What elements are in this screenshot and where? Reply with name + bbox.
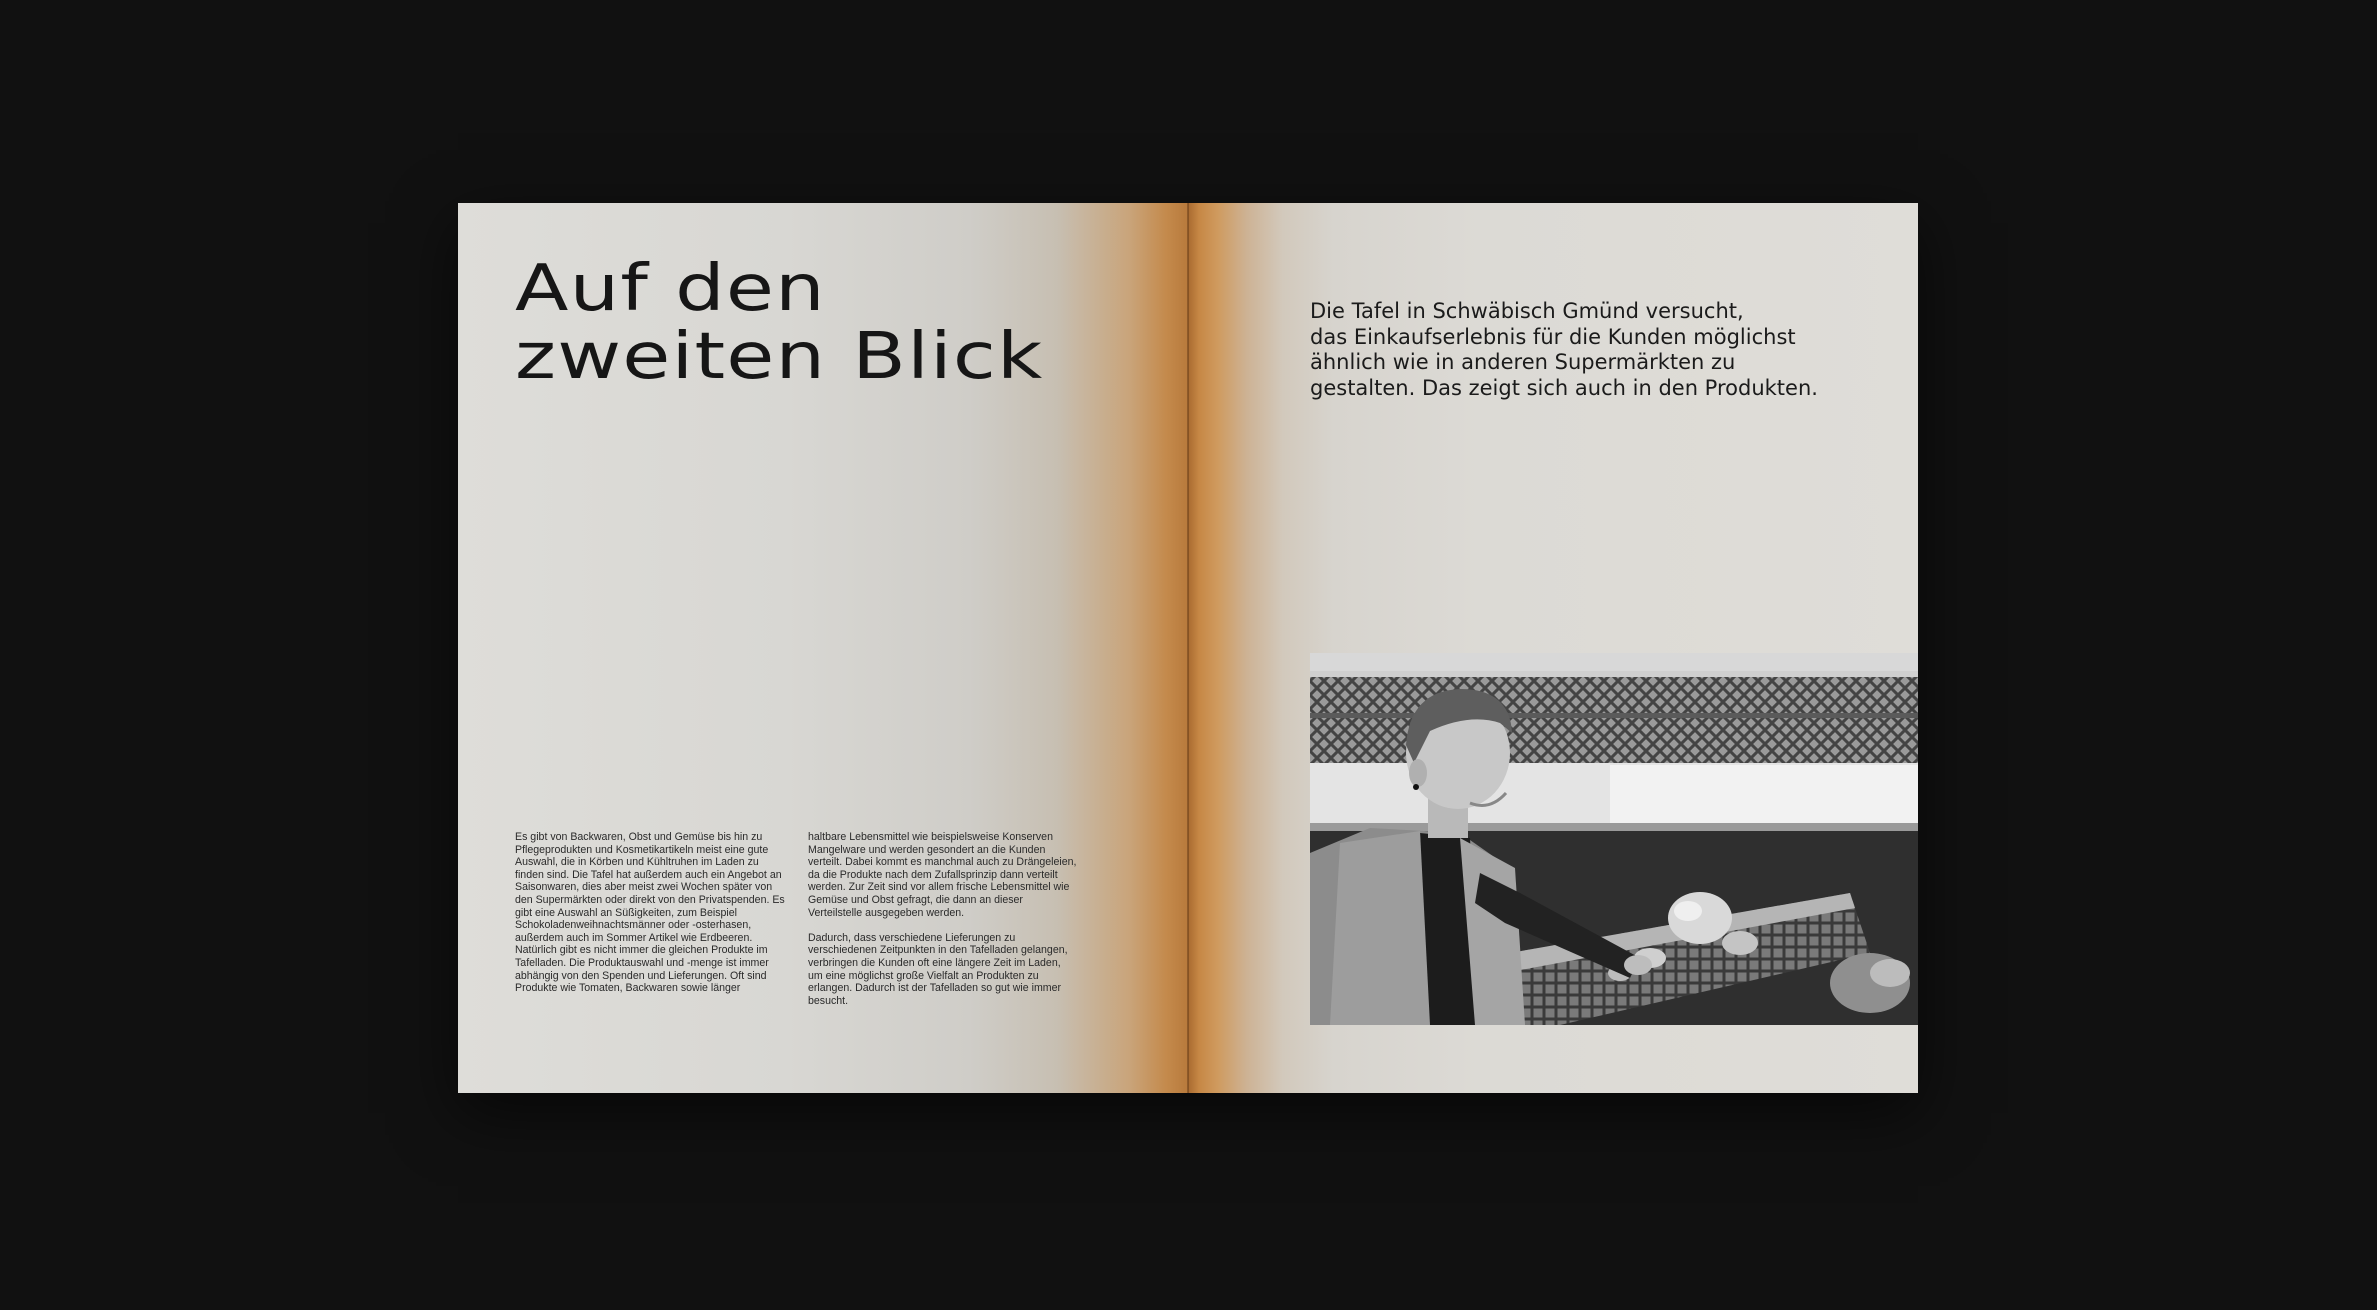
spine bbox=[1187, 203, 1189, 1093]
body-paragraph: Es gibt von Backwaren, Obst und Gemüse bis hin zu Pflegeprodukten und Kosmetikartikeln meist eine gute Auswahl, die in Körben und Kühltruhen im Laden zu finden sind. Die Tafel hat außerdem auch ein Angebot an Saisonwaren, dies aber meist zwei Wochen später von den Supermärkten oder direkt von den Privatspenden. Es gibt eine Auswahl an Süßigkeiten, zum Beispiel Schokoladenweihnachtsmänner oder -osterhasen, außerdem auch im Sommer Artikel wie Erdbeeren. Natürlich gibt es nicht immer die gleichen Produkte im Tafelladen. Die Produktauswahl und -menge ist immer abhängig von den Spenden und Lieferungen. Oft sind Produkte wie Tomaten, Backwaren sowie länger bbox=[515, 831, 785, 995]
intro-text: Die Tafel in Schwäbisch Gmünd versucht, das Einkaufserlebnis für die Kunden möglichst ähnlich wie in anderen Supermärkten zu gestalten. Das zeigt sich auch in den Produkten. bbox=[1310, 299, 1818, 400]
produce-photo bbox=[1310, 653, 1918, 1025]
body-column-2 bbox=[808, 831, 1078, 1020]
body-paragraph: haltbare Lebensmittel wie beispielsweise Konserven Mangelware und werden gesondert an die Kunden verteilt. Dabei kommt es manchmal auch zu Drängeleien, da die Produkte nach dem Zufallsprinzip dann verteilt werden. Zur Zeit sind vor allem frische Lebensmittel wie Gemüse und Obst gefragt, die dann an dieser Verteilstelle ausgegeben werden. bbox=[808, 831, 1077, 919]
headline bbox=[515, 252, 1044, 394]
left-page bbox=[458, 203, 1188, 1093]
body-paragraph: Dadurch, dass verschiedene Lieferungen zu verschiedenen Zeitpunkten in den Tafelladen gelangen, verbringen die Kunden oft eine längere Zeit im Laden, um eine möglichst große Vielfalt an Produkten zu erlangen. Dadurch ist der Tafelladen so gut wie immer besucht. bbox=[808, 931, 1068, 1007]
headline-line-2: zweiten Blick bbox=[515, 320, 1044, 394]
body-column-1 bbox=[515, 831, 785, 1007]
headline-line-1: Auf den bbox=[515, 252, 826, 326]
magazine-spread bbox=[458, 203, 1918, 1093]
